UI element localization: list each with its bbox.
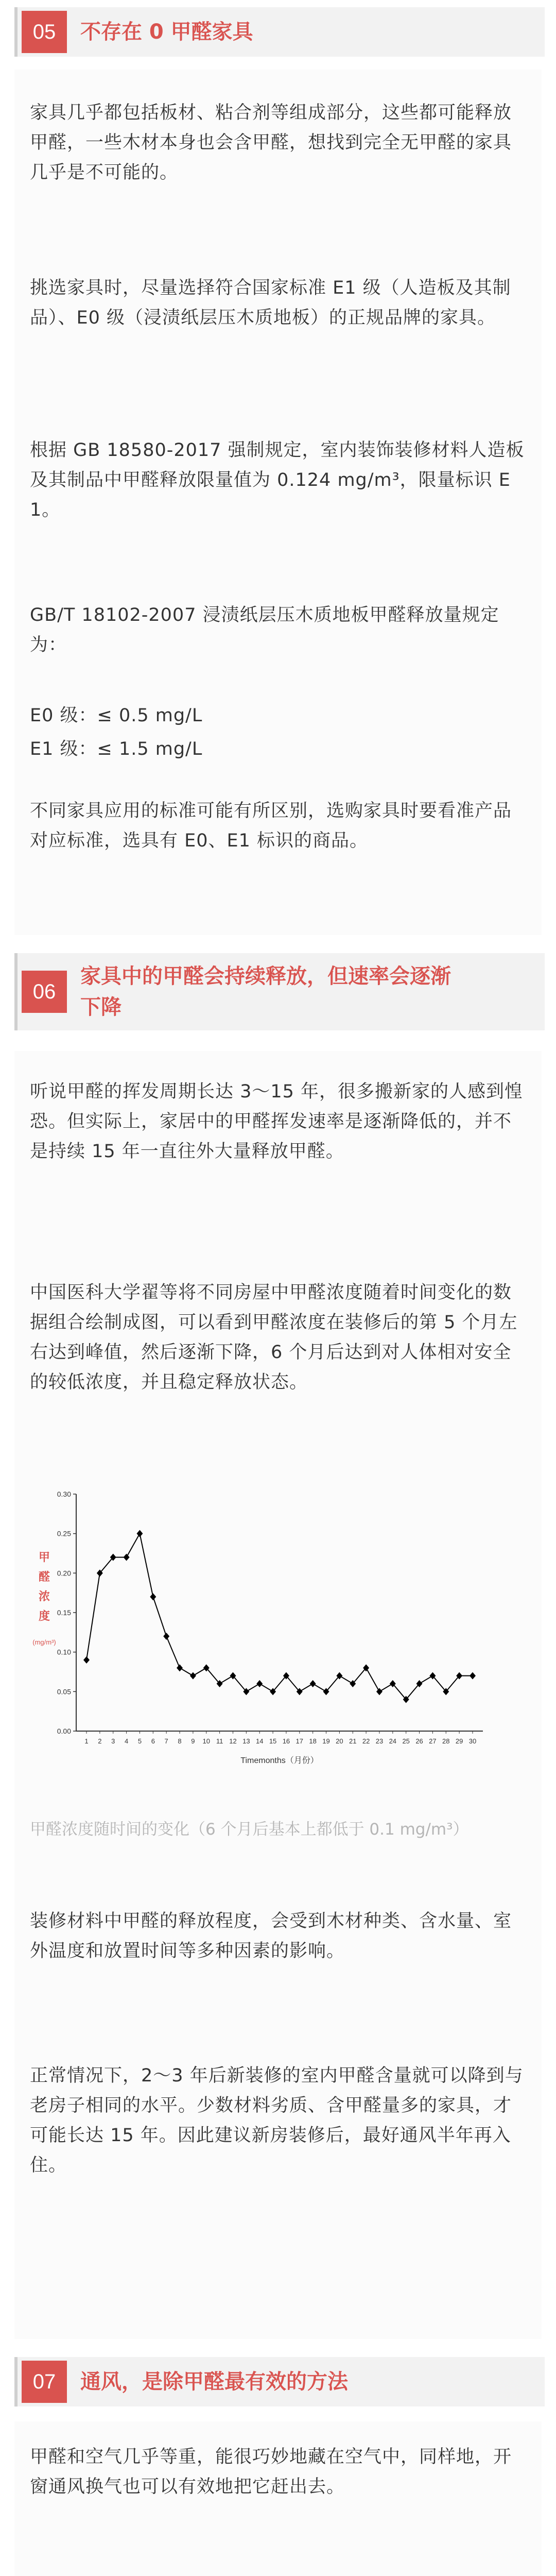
data-point	[190, 1672, 196, 1680]
data-point	[376, 1688, 383, 1695]
y-tick-label: 0.15	[57, 1608, 71, 1617]
x-tick-label: 17	[296, 1737, 304, 1745]
section-06-number-badge: 06	[22, 971, 67, 1013]
data-point	[124, 1554, 130, 1561]
y-tick-label: 0.00	[57, 1727, 71, 1735]
paragraph: 家具几乎都包括板材、粘合剂等组成部分，这些都可能释放甲醛，一些木材本身也会含甲醛，想找到完全无甲醛的家具几乎是不可能的。	[30, 103, 512, 183]
section-06-title-line2: 下降	[80, 995, 121, 1019]
x-tick-label: 5	[137, 1737, 142, 1745]
data-point	[150, 1593, 156, 1600]
x-tick-label: 25	[402, 1737, 410, 1745]
data-point	[177, 1664, 183, 1671]
x-tick-label: 13	[242, 1737, 250, 1745]
x-tick-label: 22	[362, 1737, 370, 1745]
x-tick-label: 27	[429, 1737, 437, 1745]
data-point	[163, 1633, 169, 1640]
data-point	[310, 1680, 316, 1687]
y-tick-label: 0.05	[57, 1687, 71, 1696]
x-tick-label: 30	[468, 1737, 477, 1745]
paragraph: 甲醛和空气几乎等重，能很巧妙地藏在空气中，同样地，开窗通风换气也可以有效地把它赶出去。	[30, 2447, 512, 2497]
x-tick-label: 21	[349, 1737, 357, 1745]
y-axis-label-char: 浓	[38, 1590, 50, 1603]
section-06-content	[14, 1051, 542, 2339]
section-05-title: 不存在 0 甲醛家具	[80, 20, 253, 44]
x-tick-label: 29	[455, 1737, 463, 1745]
x-tick-label: 14	[255, 1737, 264, 1745]
section-06-header	[14, 953, 545, 1030]
y-tick-label: 0.25	[57, 1529, 71, 1538]
section-07-header	[14, 2357, 545, 2406]
data-point	[83, 1656, 90, 1664]
section-05-header	[14, 7, 545, 57]
x-tick-label: 6	[151, 1737, 155, 1745]
paragraph: GB/T 18102-2007 浸渍纸层压木质地板甲醛释放量规定为：	[30, 605, 499, 655]
y-tick-label: 0.20	[57, 1569, 71, 1578]
series-line	[86, 1534, 473, 1700]
section-05-content	[14, 70, 542, 935]
data-point	[136, 1530, 143, 1537]
section-07-number-badge: 07	[22, 2361, 67, 2403]
x-tick-label: 9	[191, 1737, 195, 1745]
section-07-content	[14, 2421, 542, 2576]
x-tick-label: 24	[389, 1737, 397, 1745]
x-tick-label: 8	[178, 1737, 182, 1745]
x-tick-label: 11	[216, 1737, 223, 1745]
y-axis-label-unit: (mg/m³)	[32, 1638, 56, 1646]
x-tick-label: 18	[309, 1737, 317, 1745]
paragraph: 挑选家具时，尽量选择符合国家标准 E1 级（人造板及其制品）、E0 级（浸渍纸层压木质地板）的正规品牌的家具。	[30, 278, 511, 328]
paragraph: 不同家具应用的标准可能有所区别，选购家具时要看准产品对应标准，选具有 E0、E1 标识的商品。	[30, 801, 512, 851]
x-tick-label: 12	[229, 1737, 237, 1745]
x-tick-label: 4	[124, 1737, 129, 1745]
paragraph: E0 级：≤ 0.5 mg/L	[30, 705, 203, 726]
section-07-title: 通风，是除甲醛最有效的方法	[80, 2370, 348, 2394]
x-tick-label: 19	[322, 1737, 330, 1745]
formaldehyde-time-chart	[30, 1473, 509, 1798]
x-tick-label: 26	[415, 1737, 423, 1745]
section-05-number-badge: 05	[22, 11, 67, 53]
paragraph: 听说甲醛的挥发周期长达 3～15 年，很多搬新家的人感到惶恐。但实际上，家居中的甲醛挥发速率是逐渐降低的，并不是持续 15 年一直往外大量释放甲醛。	[30, 1081, 524, 1162]
x-tick-label: 28	[442, 1737, 450, 1745]
x-tick-label: 16	[282, 1737, 290, 1745]
y-tick-label: 0.10	[57, 1648, 71, 1656]
paragraph: 根据 GB 18580-2017 强制规定，室内装饰装修材料人造板及其制品中甲醛释放限量值为 0.124 mg/m³，限量标识 E1。	[30, 440, 525, 520]
x-tick-label: 2	[98, 1737, 102, 1745]
x-tick-label: 7	[164, 1737, 168, 1745]
x-tick-label: 20	[336, 1737, 343, 1745]
data-point	[470, 1672, 476, 1680]
paragraph: 中国医科大学翟等将不同房屋中甲醛浓度随着时间变化的数据组合绘制成图，可以看到甲醛浓度在装修后的第 5 个月左右达到峰值，然后逐渐下降，6 个月后达到对人体相对安全的较低浓度，并且稳定释放状态。	[30, 1282, 518, 1393]
y-axis-label-char: 醛	[38, 1570, 50, 1583]
paragraph: 正常情况下，2～3 年后新装修的室内甲醛含量就可以降到与老房子相同的水平。少数材料劣质、含甲醛量多的家具，才可能长达 15 年。因此建议新房装修后，最好通风半年再入住。	[30, 2065, 524, 2176]
x-tick-label: 23	[375, 1737, 384, 1745]
chart-caption: 甲醛浓度随时间的变化（6 个月后基本上都低于 0.1 mg/m³）	[30, 1820, 469, 1839]
section-06-title-line1: 家具中的甲醛会持续释放，但速率会逐渐	[80, 964, 451, 988]
data-point	[256, 1680, 263, 1687]
x-tick-label: 15	[269, 1737, 277, 1745]
y-axis-label-char: 度	[38, 1609, 50, 1622]
y-axis-label-char: 甲	[38, 1551, 50, 1564]
x-axis-label: Timemonths（月份）	[240, 1756, 319, 1765]
x-tick-label: 1	[84, 1737, 89, 1745]
paragraph: E1 级：≤ 1.5 mg/L	[30, 739, 203, 759]
x-tick-label: 3	[111, 1737, 115, 1745]
section-06-title	[80, 961, 451, 1023]
paragraph: 装修材料中甲醛的释放程度，会受到木材种类、含水量、室外温度和放置时间等多种因素的影响。	[30, 1911, 512, 1961]
x-tick-label: 10	[202, 1737, 210, 1745]
y-tick-label: 0.30	[57, 1490, 71, 1498]
